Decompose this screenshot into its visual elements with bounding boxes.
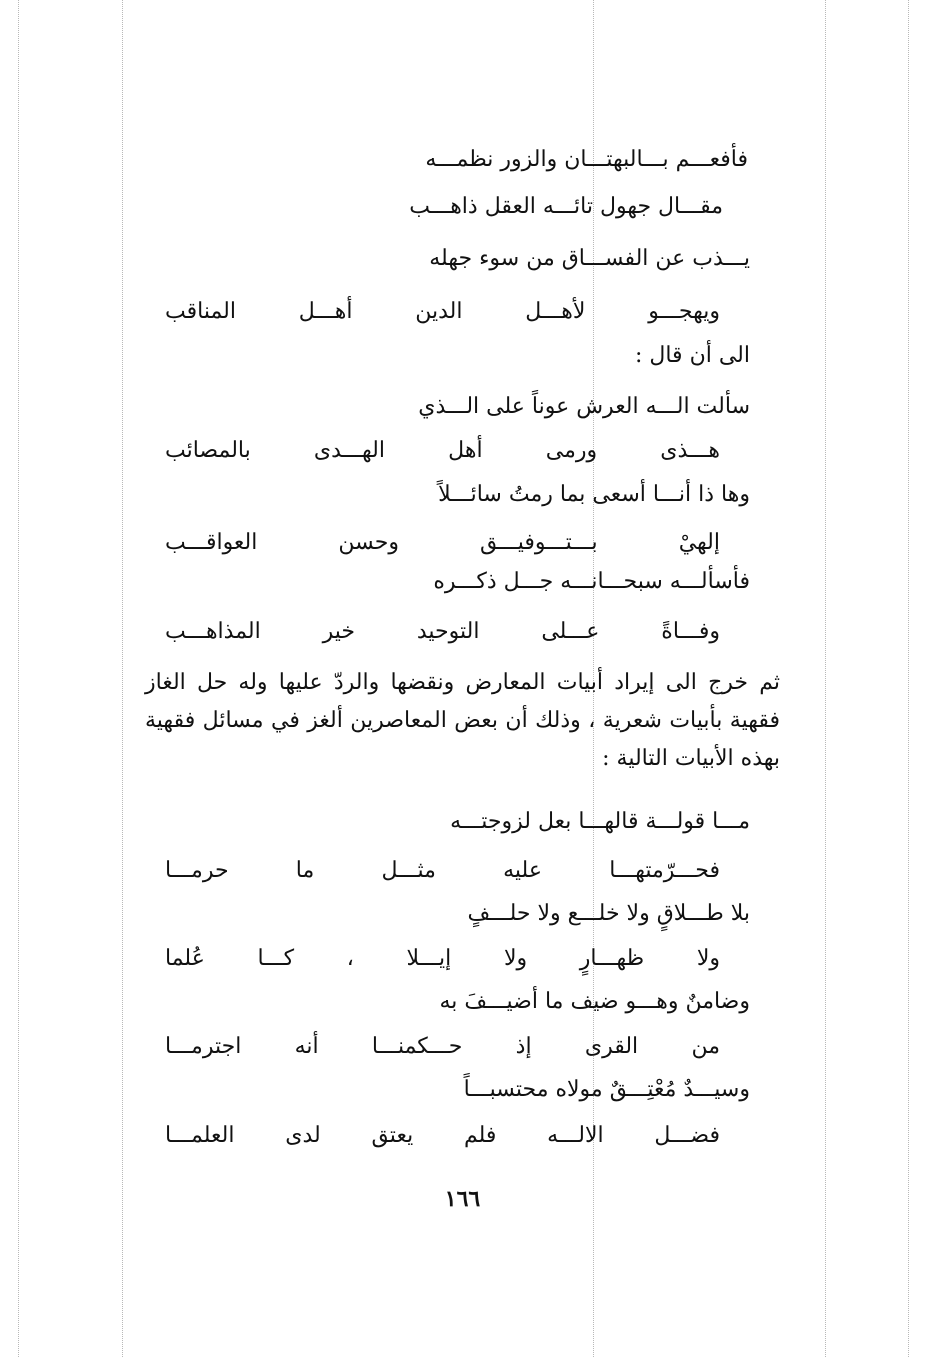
verse-line: فضـــل الالـــه فلم يعتق لدى العلمـــا: [165, 1123, 720, 1148]
verse-line: فأفعـــم بـــالبهتـــان والزور نظمـــه: [425, 147, 748, 172]
margin-guide: [122, 0, 123, 1357]
verse-line: ويهجـــو لأهـــل الدين أهـــل المناقب: [165, 299, 720, 324]
margin-guide: [825, 0, 826, 1357]
prose-paragraph: ثم خرج الى إيراد أبيات المعارض ونقضها والردّ عليها وله حل الغاز فقهية بأبيات شعرية ، وذلك أن بعض المعاصرين ألغز في مسائل فقهية بهذه الأبيات التالية :: [145, 670, 780, 771]
margin-guide: [18, 0, 19, 1357]
verse-line: مـــا قولـــة قالهـــا بعل لزوجتـــه: [450, 809, 750, 834]
page-number: ١٦٦: [444, 1186, 481, 1212]
verse-line: بلا طـــلاقٍ ولا خلـــع ولا حلـــفٍ: [467, 901, 750, 926]
margin-guide: [908, 0, 909, 1357]
verse-line: وسيـــدٌ مُعْتِـــقٌ مولاه محتسبـــاً: [463, 1077, 750, 1102]
verse-line: ولا ظهـــارٍ ولا إيـــلا ، كـــا عُلما: [165, 946, 720, 971]
verse-line: وها ذا أنـــا أسعى بما رمتُ سائـــلاً: [438, 482, 750, 507]
verse-line: فحـــرّمتهـــا عليه مثـــل ما حرمـــا: [165, 858, 720, 883]
verse-line: من القرى إذ حـــكمنـــا أنه اجترمـــا: [165, 1034, 720, 1059]
verse-line: فأسألـــه سبحـــانـــه جـــل ذكـــره: [433, 569, 750, 594]
verse-line: وفـــاةً عـــلى التوحيد خير المذاهـــب: [165, 619, 720, 644]
verse-line: هـــذى ورمى أهل الهـــدى بالمصائب: [165, 438, 720, 463]
verse-line: إلهيْ بـــتـــوفيـــق وحسن العواقـــب: [165, 530, 720, 555]
verse-line: سألت الـــه العرش عوناً على الـــذي: [418, 394, 750, 419]
verse-line: مقـــال جهول تائـــه العقل ذاهـــب: [409, 194, 723, 219]
transition-text: الى أن قال :: [634, 343, 750, 368]
verse-line: يـــذب عن الفســـاق من سوء جهله: [429, 246, 750, 271]
verse-line: وضامنٌ وهـــو ضيف ما أضيـــفَ به: [439, 989, 750, 1014]
